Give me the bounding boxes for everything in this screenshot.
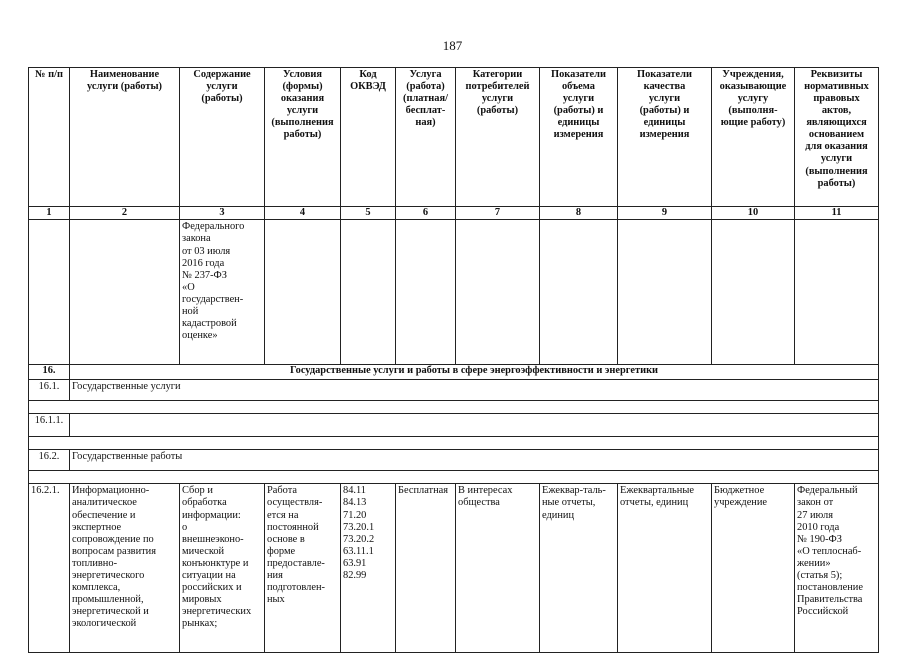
row-consumers: В интересах общества — [456, 484, 540, 653]
subsection-row — [29, 414, 879, 437]
row-okved: 84.11 84.13 71.20 73.20.1 73.20.2 63.11.1 63.91 82.99 — [341, 484, 396, 653]
column-number: 5 — [341, 207, 396, 220]
header-cell-name: Наименование услуги (работы) — [70, 68, 180, 207]
row-quality: Ежеквартальные отчеты, единиц — [618, 484, 712, 653]
header-cell-quality: Показатели качества услуги (работы) и единицы измерения — [618, 68, 712, 207]
row-volume: Ежеквар-таль- ные отчеты, единиц — [540, 484, 618, 653]
table-row — [29, 484, 879, 653]
spacer-row — [29, 437, 879, 450]
row-paid: Бесплатная — [396, 484, 456, 653]
carryover-row — [29, 220, 879, 365]
column-number: 1 — [29, 207, 70, 220]
row-number: 16.2.1. — [29, 484, 70, 653]
column-number: 10 — [712, 207, 795, 220]
column-number: 2 — [70, 207, 180, 220]
column-number: 9 — [618, 207, 712, 220]
subsection-title — [70, 414, 879, 437]
section-row — [29, 365, 879, 380]
subsection-number: 16.1. — [29, 380, 70, 401]
header-cell-content: Содержание услуги (работы) — [180, 68, 265, 207]
subsection-row — [29, 450, 879, 471]
row-legal: Федеральный закон от 27 июля 2010 года № 190-ФЗ «О теплоснаб- жении» (статья 5); постановление Правительства Российской — [795, 484, 879, 653]
section-number: 16. — [29, 365, 70, 380]
column-number: 3 — [180, 207, 265, 220]
column-number: 6 — [396, 207, 456, 220]
column-number: 8 — [540, 207, 618, 220]
page-number: 187 — [442, 38, 463, 53]
column-number: 7 — [456, 207, 540, 220]
column-number-row — [29, 207, 879, 220]
row-institution: Бюджетное учреждение — [712, 484, 795, 653]
subsection-row — [29, 380, 879, 401]
header-row — [29, 68, 879, 207]
subsection-number: 16.2. — [29, 450, 70, 471]
header-cell-institution: Учреждения, оказывающие услугу (выполня- ющие работу) — [712, 68, 795, 207]
header-cell-number: № п/п — [29, 68, 70, 207]
header-cell-paid: Услуга (работа) (платная/ бесплат- ная) — [396, 68, 456, 207]
header-cell-consumers: Категории потребителей услуги (работы) — [456, 68, 540, 207]
header-cell-okved: Код ОКВЭД — [341, 68, 396, 207]
services-table — [28, 67, 879, 653]
section-title: Государственные услуги и работы в сфере энергоэффективности и энергетики — [70, 365, 879, 380]
row-name: Информационно- аналитическое обеспечение и экспертное сопровождение по вопросам развития топливно- энергетического комплекса, промышленной, энергетической и экологической — [70, 484, 180, 653]
row-conditions: Работа осуществля- ется на постоянной основе в форме предоставле- ния подготовлен- ных — [265, 484, 341, 653]
spacer-row — [29, 471, 879, 484]
header-cell-legal: Реквизиты нормативных правовых актов, являющихся основанием для оказания услуги (выполнения работы) — [795, 68, 879, 207]
header-cell-conditions: Условия (формы) оказания услуги (выполнения работы) — [265, 68, 341, 207]
subsection-title: Государственные работы — [70, 450, 879, 471]
row-content: Сбор и обработка информации: о внешнеэконо- мической конъюнктуре и ситуации на российских и мировых энергетических рынках; — [180, 484, 265, 653]
column-number: 11 — [795, 207, 879, 220]
subsection-title: Государственные услуги — [70, 380, 879, 401]
header-cell-volume: Показатели объема услуги (работы) и единицы измерения — [540, 68, 618, 207]
carryover-content-cell: Федерального закона от 03 июля 2016 года № 237-ФЗ «О государствен- ной кадастровой оценке» — [180, 220, 265, 365]
subsection-number: 16.1.1. — [29, 414, 70, 437]
spacer-row — [29, 401, 879, 414]
column-number: 4 — [265, 207, 341, 220]
